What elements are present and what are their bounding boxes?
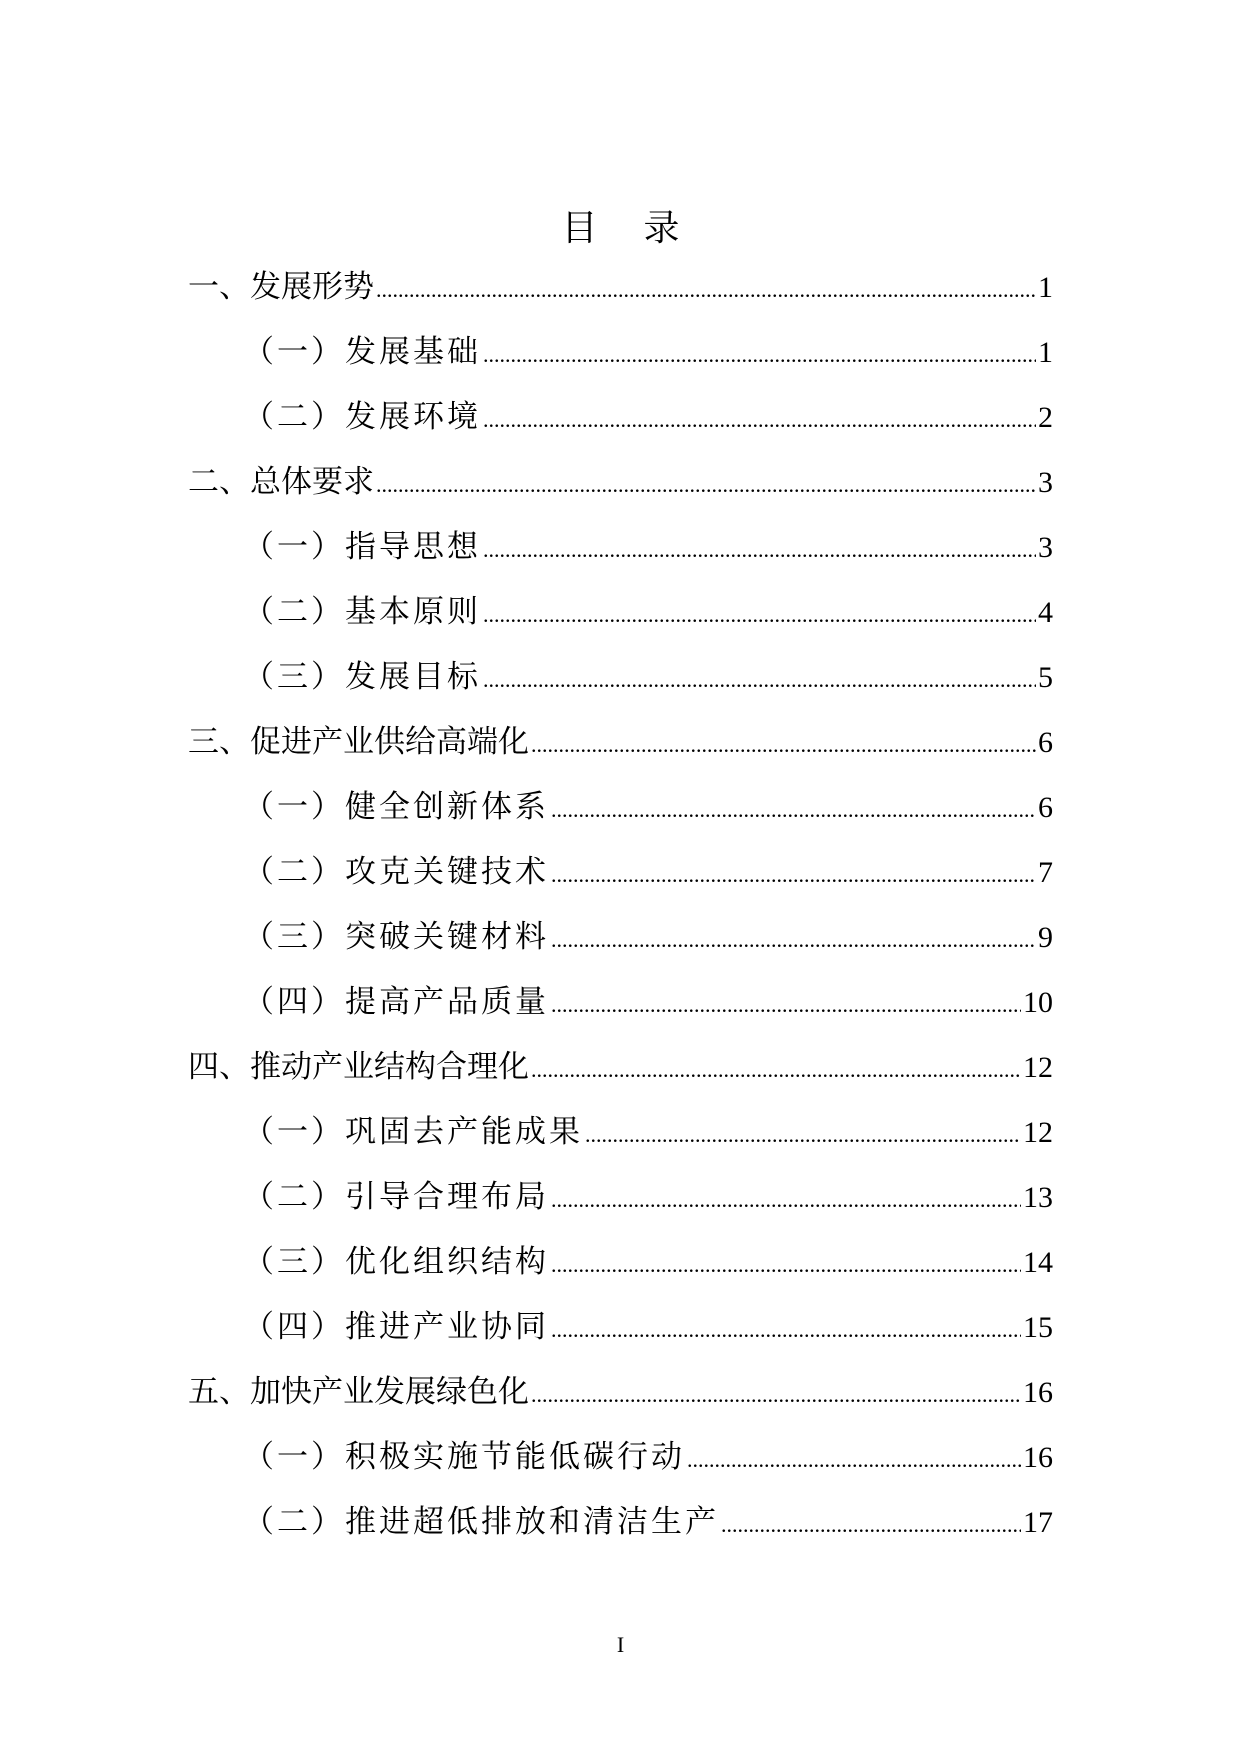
toc-entry-label: （二）基本原则 (243, 594, 481, 630)
toc-dot-leader (585, 1111, 1021, 1159)
toc-entry[interactable] (188, 1303, 1053, 1368)
toc-dot-leader (483, 656, 1036, 704)
toc-entry[interactable] (188, 653, 1053, 718)
page-title-char-1: 目 (561, 208, 598, 249)
toc-dot-leader (531, 1046, 1021, 1094)
page-title-char-2: 录 (643, 208, 680, 249)
toc-dot-leader (531, 721, 1036, 769)
toc-entry-page: 6 (1038, 791, 1053, 824)
toc-entry-page: 6 (1038, 726, 1053, 759)
toc-entry-label: （二）发展环境 (243, 399, 481, 435)
toc-dot-leader (551, 851, 1036, 899)
page-title (0, 205, 1241, 253)
toc-entry[interactable] (188, 328, 1053, 393)
toc-entry[interactable] (188, 913, 1053, 978)
toc-entry-label: （四）提高产品质量 (243, 984, 549, 1020)
toc-entry-label: 四、推动产业结构合理化 (188, 1049, 529, 1085)
toc-entry-label: （三）突破关键材料 (243, 919, 549, 955)
toc-entry[interactable] (188, 263, 1053, 328)
toc-entry-page: 12 (1023, 1051, 1053, 1084)
toc-entry-label: （一）发展基础 (243, 334, 481, 370)
toc-dot-leader (551, 1241, 1021, 1289)
toc-dot-leader (483, 331, 1036, 379)
toc-dot-leader (551, 1306, 1021, 1354)
toc-entry-label: 五、加快产业发展绿色化 (188, 1374, 529, 1410)
toc-entry-page: 16 (1023, 1376, 1053, 1409)
toc-dot-leader (551, 981, 1021, 1029)
toc-entry-page: 7 (1038, 856, 1053, 889)
toc-dot-leader (551, 786, 1036, 834)
toc-entry-page: 3 (1038, 466, 1053, 499)
toc-dot-leader (483, 591, 1036, 639)
toc-entry-label: （一）巩固去产能成果 (243, 1114, 583, 1150)
toc-entry-page: 12 (1023, 1116, 1053, 1149)
table-of-contents (188, 263, 1053, 1563)
toc-entry-page: 13 (1023, 1181, 1053, 1214)
toc-entry[interactable] (188, 1433, 1053, 1498)
toc-entry-page: 9 (1038, 921, 1053, 954)
toc-entry[interactable] (188, 1108, 1053, 1173)
toc-entry[interactable] (188, 393, 1053, 458)
toc-entry-label: （三）优化组织结构 (243, 1244, 549, 1280)
toc-entry-label: （三）发展目标 (243, 659, 481, 695)
toc-dot-leader (376, 266, 1036, 314)
toc-entry-page: 10 (1023, 986, 1053, 1019)
toc-entry-page: 1 (1038, 336, 1053, 369)
toc-entry[interactable] (188, 1238, 1053, 1303)
toc-entry-label: （一）积极实施节能低碳行动 (243, 1439, 685, 1475)
toc-entry-label: 二、总体要求 (188, 464, 374, 500)
toc-entry-page: 4 (1038, 596, 1053, 629)
toc-dot-leader (687, 1436, 1021, 1484)
toc-entry-page: 16 (1023, 1441, 1053, 1474)
toc-entry-page: 15 (1023, 1311, 1053, 1344)
toc-dot-leader (551, 1176, 1021, 1224)
toc-entry[interactable] (188, 458, 1053, 523)
toc-entry-page: 14 (1023, 1246, 1053, 1279)
toc-entry[interactable] (188, 1043, 1053, 1108)
page-number: I (616, 1632, 625, 1657)
toc-entry[interactable] (188, 523, 1053, 588)
toc-entry-label: 一、发展形势 (188, 269, 374, 305)
toc-entry-page: 1 (1038, 271, 1053, 304)
toc-entry-label: 三、促进产业供给高端化 (188, 724, 529, 760)
toc-entry-page: 17 (1023, 1506, 1053, 1539)
toc-dot-leader (483, 526, 1036, 574)
toc-entry-label: （二）引导合理布局 (243, 1179, 549, 1215)
toc-dot-leader (376, 461, 1036, 509)
toc-entry[interactable] (188, 978, 1053, 1043)
toc-entry-label: （二）攻克关键技术 (243, 854, 549, 890)
toc-entry[interactable] (188, 848, 1053, 913)
toc-entry[interactable] (188, 783, 1053, 848)
toc-entry-page: 5 (1038, 661, 1053, 694)
toc-entry-label: （二）推进超低排放和清洁生产 (243, 1504, 719, 1540)
toc-entry-label: （四）推进产业协同 (243, 1309, 549, 1345)
toc-dot-leader (483, 396, 1036, 444)
toc-entry-label: （一）指导思想 (243, 529, 481, 565)
toc-dot-leader (551, 916, 1036, 964)
toc-entry[interactable] (188, 1498, 1053, 1563)
toc-dot-leader (721, 1501, 1021, 1549)
toc-entry[interactable] (188, 718, 1053, 783)
toc-entry[interactable] (188, 588, 1053, 653)
toc-entry-page: 2 (1038, 401, 1053, 434)
toc-dot-leader (531, 1371, 1021, 1419)
toc-entry-page: 3 (1038, 531, 1053, 564)
toc-entry[interactable] (188, 1173, 1053, 1238)
toc-entry[interactable] (188, 1368, 1053, 1433)
toc-entry-label: （一）健全创新体系 (243, 789, 549, 825)
